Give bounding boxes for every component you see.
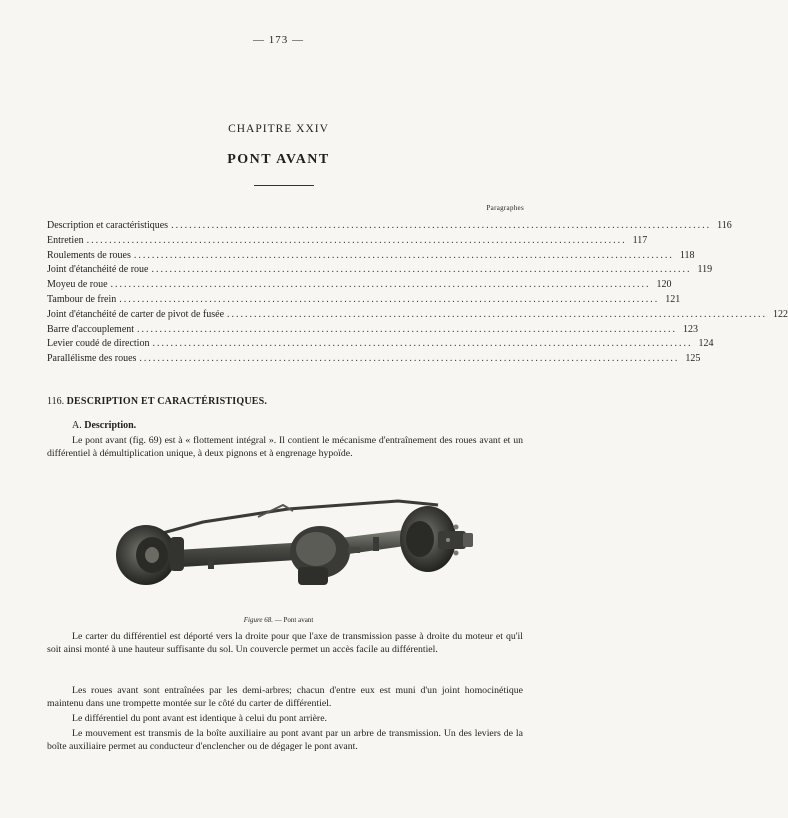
toc-leader-dots: ........................................................................................................................ <box>139 353 680 365</box>
toc-entry-paragraph: 120 <box>656 279 672 291</box>
page-number: — 173 — <box>253 34 304 46</box>
front-axle-photo <box>108 497 478 607</box>
toc-entry-paragraph: 122 <box>773 308 788 320</box>
toc-entry-paragraph: 116 <box>717 220 732 231</box>
toc-entry-paragraph: 119 <box>697 264 713 276</box>
toc-leader-dots: ........................................................................................................................ <box>133 249 674 261</box>
toc-entry-title: Joint d'étanchéité de roue <box>47 264 149 276</box>
subsection-title: Description. <box>84 420 137 431</box>
toc-entry-title: Levier coudé de direction <box>47 338 150 350</box>
body-paragraph: Le carter du différentiel est déporté vers la droite pour que l'axe de transmission passe à droite du moteur et qu'il soit ainsi monté à une hauteur suffisante du sol. Un couvercle permet un accès facile au différentiel. <box>47 631 523 656</box>
toc-leader-dots: ........................................................................................................................ <box>86 234 627 246</box>
section-number: 116. <box>47 396 65 407</box>
toc-leader-dots: ........................................................................................................................ <box>151 264 692 276</box>
body-paragraph: Les roues avant sont entraînées par les demi-arbres; chacun d'entre eux est muni d'un joint homocinétique maintenu dans une trompette montée sur le côté du carter de différentiel. <box>47 685 523 710</box>
toc-entry-title: Moyeu de roue <box>47 279 108 291</box>
toc-entry-paragraph: 125 <box>685 353 701 365</box>
toc-entry-paragraph: 121 <box>665 293 681 305</box>
toc-entry-paragraph: 124 <box>698 338 714 350</box>
toc-leader-dots: ........................................................................................................................ <box>227 308 768 320</box>
toc-entry-title: Entretien <box>47 234 84 246</box>
toc-entry <box>47 219 732 234</box>
title-rule <box>254 185 314 186</box>
figure-caption-text: — Pont avant <box>274 616 314 624</box>
toc-entry <box>47 323 699 338</box>
subsection-heading <box>72 420 136 431</box>
figure-caption <box>0 616 557 624</box>
toc-entry-title: Description et caractéristiques <box>47 220 169 231</box>
toc-entry-title: Joint d'étanchéité de carter de pivot de fusée <box>47 308 225 320</box>
figure-caption-label: Figure 68. <box>243 616 274 624</box>
table-of-contents <box>47 219 788 367</box>
toc-entry <box>47 308 788 323</box>
toc-leader-dots: ........................................................................................................................ <box>137 323 678 335</box>
body-paragraph: Le mouvement est transmis de la boîte auxiliaire au pont avant par un arbre de transmission. Un des leviers de la boîte auxiliaire permet au conducteur d'enclencher ou de dégager le pont avant. <box>47 728 523 753</box>
toc-entry-paragraph: 117 <box>632 234 648 246</box>
subsection-letter: A. <box>72 420 82 431</box>
toc-entry-paragraph: 123 <box>683 323 699 335</box>
section-title: DESCRIPTION ET CARACTÉRISTIQUES. <box>66 396 268 407</box>
toc-leader-dots: ........................................................................................................................ <box>110 279 651 291</box>
chapter-label: CHAPITRE XXIV <box>228 123 329 135</box>
section-heading <box>47 396 267 407</box>
toc-entry-paragraph: 118 <box>679 249 695 261</box>
body-paragraph: Le pont avant (fig. 69) est à « flottement intégral ». Il contient le mécanisme d'entraînement des roues avant et un différentiel à démultiplication unique, à deux pignons et à engrenage hypoïde. <box>47 435 523 460</box>
toc-leader-dots: ........................................................................................................................ <box>171 220 712 231</box>
toc-entry-title: Roulements de roues <box>47 249 131 261</box>
chapter-title: PONT AVANT <box>227 152 330 167</box>
toc-entry-title: Tambour de frein <box>47 293 117 305</box>
toc-entry <box>47 278 672 293</box>
toc-entry <box>47 352 701 367</box>
body-paragraph: Le différentiel du pont avant est identique à celui du pont arrière. <box>72 713 327 724</box>
toc-leader-dots: ........................................................................................................................ <box>152 338 693 350</box>
toc-header: Paragraphes <box>486 204 524 212</box>
toc-entry <box>47 337 714 352</box>
toc-entry <box>47 249 695 264</box>
toc-entry-title: Parallélisme des roues <box>47 353 137 365</box>
toc-entry-title: Barre d'accouplement <box>47 323 135 335</box>
toc-entry <box>47 234 648 249</box>
toc-entry <box>47 263 713 278</box>
toc-entry <box>47 293 681 308</box>
toc-leader-dots: ........................................................................................................................ <box>119 293 660 305</box>
